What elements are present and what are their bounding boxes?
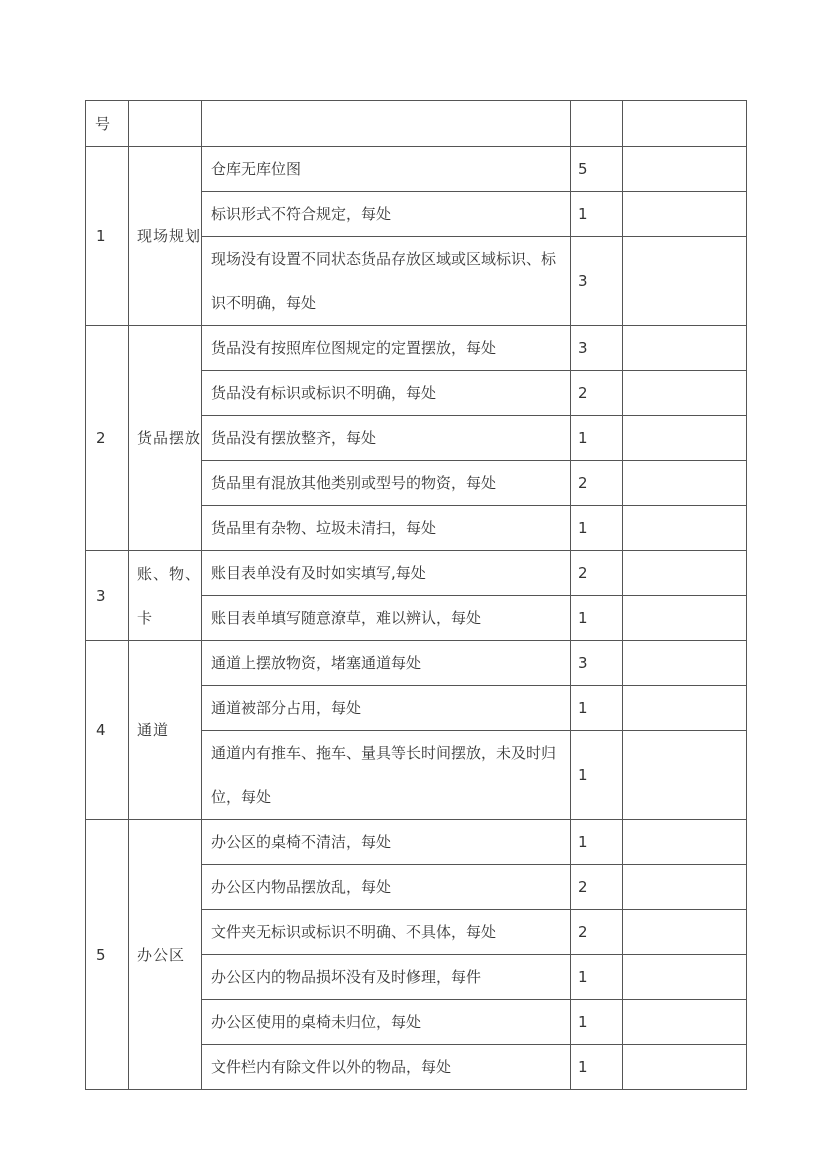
item-score: 2 (571, 910, 623, 955)
section-number: 2 (86, 326, 129, 551)
item-score: 3 (571, 237, 623, 326)
table-row (86, 147, 747, 192)
item-description: 货品没有标识或标识不明确，每处 (202, 371, 571, 416)
item-score: 5 (571, 147, 623, 192)
item-score: 1 (571, 506, 623, 551)
item-remark (623, 865, 747, 910)
section-number: 3 (86, 551, 129, 641)
item-remark (623, 147, 747, 192)
item-description: 货品没有摆放整齐，每处 (202, 416, 571, 461)
item-description: 通道内有推车、拖车、量具等长时间摆放，未及时归位，每处 (202, 731, 571, 820)
item-score: 2 (571, 551, 623, 596)
item-description: 标识形式不符合规定，每处 (202, 192, 571, 237)
table-row (86, 820, 747, 865)
item-description: 办公区内物品摆放乱，每处 (202, 865, 571, 910)
item-remark (623, 820, 747, 865)
header-number: 号 (86, 101, 129, 147)
item-score: 1 (571, 820, 623, 865)
table-row (86, 326, 747, 371)
item-description: 办公区内的物品损坏没有及时修理，每件 (202, 955, 571, 1000)
item-remark (623, 955, 747, 1000)
item-score: 1 (571, 1045, 623, 1090)
section-number: 1 (86, 147, 129, 326)
item-score: 1 (571, 1000, 623, 1045)
header-score (571, 101, 623, 147)
section-category: 现场规划 (129, 147, 202, 326)
item-remark (623, 910, 747, 955)
item-score: 3 (571, 326, 623, 371)
section-category: 办公区 (129, 820, 202, 1090)
item-remark (623, 506, 747, 551)
item-remark (623, 416, 747, 461)
item-remark (623, 686, 747, 731)
item-remark (623, 551, 747, 596)
item-description: 现场没有设置不同状态货品存放区域或区域标识、标识不明确，每处 (202, 237, 571, 326)
table-row (86, 641, 747, 686)
item-score: 1 (571, 686, 623, 731)
item-description: 办公区的桌椅不清洁，每处 (202, 820, 571, 865)
item-remark (623, 461, 747, 506)
section-category: 货品摆放 (129, 326, 202, 551)
item-score: 1 (571, 731, 623, 820)
item-description: 文件夹无标识或标识不明确、不具体，每处 (202, 910, 571, 955)
section-number: 4 (86, 641, 129, 820)
item-remark (623, 371, 747, 416)
item-score: 1 (571, 192, 623, 237)
item-description: 账目表单没有及时如实填写,每处 (202, 551, 571, 596)
item-description: 文件栏内有除文件以外的物品，每处 (202, 1045, 571, 1090)
item-score: 2 (571, 371, 623, 416)
item-remark (623, 192, 747, 237)
section-category: 账、物、卡 (129, 551, 202, 641)
item-description: 货品里有混放其他类别或型号的物资，每处 (202, 461, 571, 506)
item-remark (623, 731, 747, 820)
item-score: 3 (571, 641, 623, 686)
item-score: 1 (571, 955, 623, 1000)
header-category (129, 101, 202, 147)
item-description: 通道上摆放物资，堵塞通道每处 (202, 641, 571, 686)
section-category: 通道 (129, 641, 202, 820)
item-remark (623, 237, 747, 326)
item-remark (623, 1045, 747, 1090)
header-row (86, 101, 747, 147)
item-description: 账目表单填写随意潦草，难以辨认，每处 (202, 596, 571, 641)
table-row (86, 551, 747, 596)
item-score: 1 (571, 416, 623, 461)
item-description: 货品没有按照库位图规定的定置摆放，每处 (202, 326, 571, 371)
item-remark (623, 596, 747, 641)
section-number: 5 (86, 820, 129, 1090)
item-description: 仓库无库位图 (202, 147, 571, 192)
header-remark (623, 101, 747, 147)
item-remark (623, 326, 747, 371)
item-score: 2 (571, 461, 623, 506)
item-score: 1 (571, 596, 623, 641)
header-item (202, 101, 571, 147)
item-description: 办公区使用的桌椅未归位，每处 (202, 1000, 571, 1045)
item-description: 货品里有杂物、垃圾未清扫，每处 (202, 506, 571, 551)
item-remark (623, 641, 747, 686)
item-description: 通道被部分占用，每处 (202, 686, 571, 731)
item-remark (623, 1000, 747, 1045)
inspection-table (85, 100, 747, 1090)
item-score: 2 (571, 865, 623, 910)
